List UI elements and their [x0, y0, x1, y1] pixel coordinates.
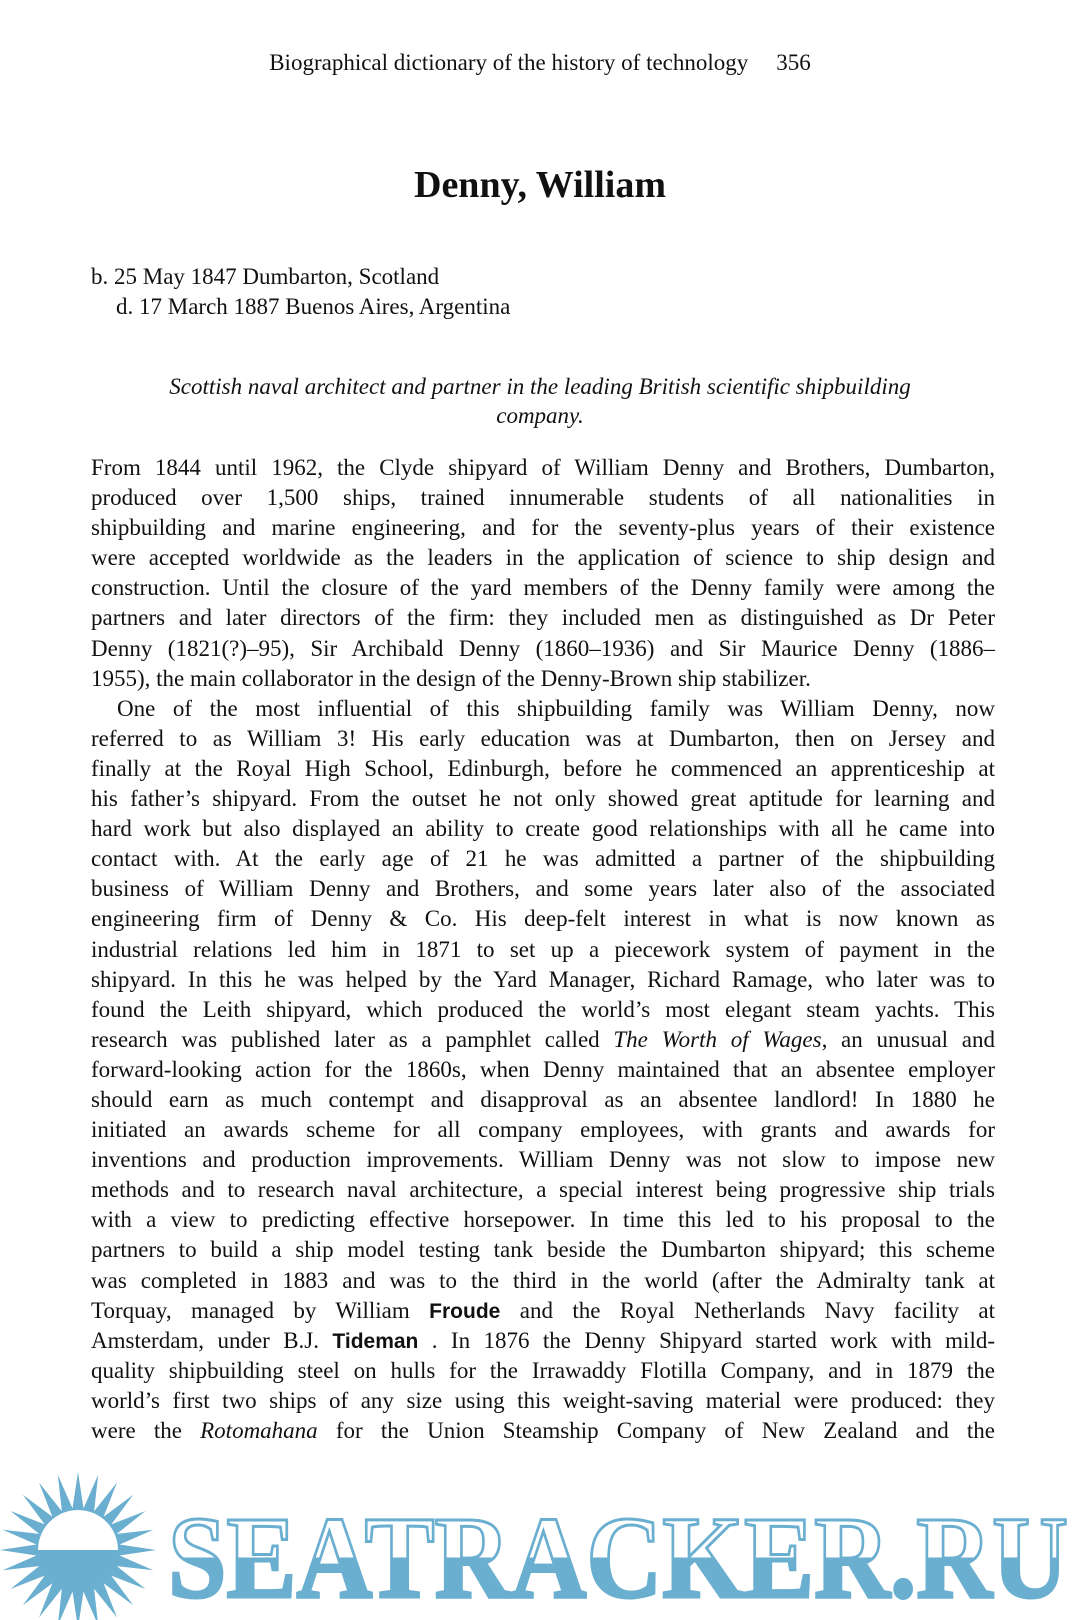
entry-title: Denny, William: [414, 164, 666, 206]
summary-line: Scottish naval architect and partner in the leading British scientific shipbuilding: [169, 374, 911, 399]
text-segment: business of William Denny and Brothers, and some years later also of the associated: [91, 876, 995, 902]
text-line: [91, 543, 995, 573]
cross-reference-link[interactable]: Tideman: [332, 1329, 419, 1353]
text-segment: with a view to predicting effective horsepower. In time this led to his proposal to the: [91, 1207, 995, 1233]
text-segment: initiated an awards scheme for all company employees, with grants and awards for: [91, 1117, 995, 1143]
cross-reference-link[interactable]: Froude: [429, 1299, 501, 1323]
italic-title: The Worth of Wages,: [613, 1026, 828, 1052]
text-line: [91, 453, 995, 483]
text-line: [91, 513, 995, 543]
text-line: [91, 1145, 995, 1175]
text-segment: One of the most influential of this shipbuilding family was William Denny, now: [117, 695, 995, 721]
text-line: [91, 874, 995, 904]
text-line: [91, 1235, 995, 1265]
text-line: [91, 1175, 995, 1205]
text-segment: were the: [91, 1418, 201, 1443]
text-line: [91, 1326, 995, 1356]
text-line: [91, 1085, 995, 1115]
entry-body: [91, 453, 995, 1446]
text-segment: referred to as William 3! His early education was at Dumbarton, then on Jersey and: [91, 725, 995, 751]
text-line: [91, 1266, 995, 1296]
summary-line: company.: [496, 403, 584, 428]
text-line: [91, 1205, 995, 1235]
page-number: 356: [776, 50, 811, 75]
text-segment: finally at the Royal High School, Edinburgh, before he commenced an apprenticeship at: [91, 755, 995, 781]
text-segment: construction. Until the closure of the yard members of the Denny family were among the: [91, 575, 995, 601]
text-segment: his father’s shipyard. From the outset he not only showed great aptitude for learning and: [91, 786, 995, 812]
text-line: [91, 1416, 995, 1446]
text-segment: quality shipbuilding steel on hulls for the Irrawaddy Flotilla Company, and in 1879 the: [91, 1357, 995, 1383]
text-line: [91, 694, 995, 724]
text-segment: partners to build a ship model testing tank beside the Dumbarton shipyard; this scheme: [91, 1237, 995, 1263]
seatracker-watermark: [0, 1470, 1080, 1620]
birth-info: b. 25 May 1847 Dumbarton, Scotland: [91, 264, 440, 289]
text-segment: world’s first two ships of any size using this weight-saving material were produced: they: [91, 1387, 995, 1413]
text-segment: were accepted worldwide as the leaders in the application of science to ship design and: [91, 545, 995, 571]
text-line: [91, 1386, 995, 1416]
running-title: Biographical dictionary of the history of technology: [269, 50, 749, 75]
text-segment: should earn as much contempt and disapproval as an absentee landlord! In 1880 he: [91, 1086, 995, 1112]
text-segment: produced over 1,500 ships, trained innumerable students of all nationalities in: [91, 485, 995, 511]
text-line: [91, 904, 995, 934]
text-segment: shipyard. In this he was helped by the Yard Manager, Richard Ramage, who later was to: [91, 966, 995, 992]
text-line: [91, 965, 995, 995]
text-line: [91, 483, 995, 513]
text-line: [91, 1296, 995, 1326]
text-line: [91, 754, 995, 784]
text-segment: 1955), the main collaborator in the design of the Denny-Brown ship stabilizer.: [91, 665, 811, 691]
text-line: [91, 1115, 995, 1145]
text-segment: partners and later directors of the firm: they included men as distinguished as Dr Peter: [91, 605, 995, 631]
text-segment: forward-looking action for the 1860s, when Denny maintained that an absentee employer: [91, 1056, 995, 1082]
text-line: [91, 935, 995, 965]
text-line: [91, 1356, 995, 1386]
sun-icon: [0, 1472, 156, 1620]
text-line: [91, 814, 995, 844]
text-line: [91, 724, 995, 754]
death-info: d. 17 March 1887 Buenos Aires, Argentina: [116, 294, 511, 319]
text-line: [91, 995, 995, 1025]
text-segment: contact with. At the early age of 21 he was admitted a partner of the shipbuilding: [91, 846, 995, 872]
text-segment: inventions and production improvements. William Denny was not slow to impose new: [91, 1147, 995, 1173]
text-line: [91, 603, 995, 633]
text-segment: an unusual and: [827, 1026, 995, 1052]
text-segment: Amsterdam, under B.J.: [91, 1327, 333, 1353]
text-segment: Denny (1821(?)–95), Sir Archibald Denny (1860–1936) and Sir Maurice Denny (1886–: [91, 635, 995, 661]
text-segment: methods and to research naval architecture, a special interest being progressive ship trials: [91, 1177, 995, 1203]
text-segment: Torquay, managed by William: [91, 1297, 430, 1323]
running-header: [0, 50, 1080, 76]
text-line: [91, 573, 995, 603]
entry-summary: [120, 372, 960, 430]
text-segment: shipbuilding and marine engineering, and for the seventy-plus years of their existence: [91, 515, 995, 541]
text-line: [91, 784, 995, 814]
italic-title: Rotomahana: [200, 1418, 318, 1443]
text-segment: engineering firm of Denny & Co. His deep-felt interest in what is now known as: [91, 906, 995, 932]
text-segment: was completed in 1883 and was to the third in the world (after the Admiralty tank at: [91, 1267, 995, 1293]
text-line: [91, 844, 995, 874]
text-segment: and the Royal Netherlands Navy facility at: [500, 1297, 995, 1323]
text-segment: hard work but also displayed an ability to create good relationships with all he came into: [91, 816, 995, 842]
text-segment: From 1844 until 1962, the Clyde shipyard of William Denny and Brothers, Dumbarton,: [91, 455, 995, 480]
text-line: [91, 1025, 995, 1055]
text-line: [91, 634, 995, 664]
watermark-text: SEATRACKER.RU: [168, 1492, 1068, 1620]
text-line: [91, 1055, 995, 1085]
text-segment: research was published later as a pamphlet called: [91, 1026, 614, 1052]
text-segment: found the Leith shipyard, which produced the world’s most elegant steam yachts. This: [91, 996, 995, 1022]
text-segment: . In 1876 the Denny Shipyard started work with mild-: [418, 1327, 996, 1353]
text-segment: for the Union Steamship Company of New Zealand and the: [317, 1418, 995, 1443]
text-segment: industrial relations led him in 1871 to set up a piecework system of payment in the: [91, 936, 995, 962]
text-line: [91, 664, 995, 694]
